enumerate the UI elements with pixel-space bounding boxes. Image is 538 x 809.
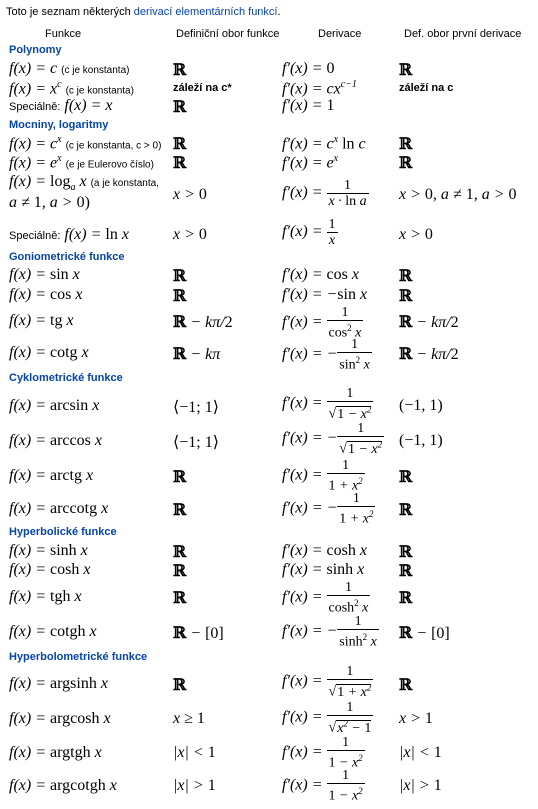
- row-arccos-domain: ⟨−1; 1⟩: [173, 434, 219, 451]
- row-tg-domain: ℝ − kπ/2: [173, 312, 233, 331]
- row-log-derivative: f′(x) = $\frac{1}{\text{x · ln a}}$: [282, 178, 367, 209]
- row-cosh-domain: ℝ: [173, 561, 187, 580]
- row-tgh-function: f(x) = tgh x: [9, 588, 82, 605]
- section-cyklometricke: Cyklometrické funkce: [9, 372, 123, 384]
- section-hyperbolicke: Hyperbolické funkce: [9, 526, 117, 538]
- row-arcsin-function: f(x) = arcsin x: [9, 397, 100, 414]
- row-exp-e-function: $f(x) = e^x$ (e je Eulerovo číslo): [9, 153, 154, 172]
- note-euler: (e je Eulerovo číslo): [65, 159, 154, 171]
- row-argcosh-domain: x ≥ 1: [173, 710, 205, 727]
- row-log-function: $f(x) = \log_a x$ (a je konstanta,: [9, 173, 159, 194]
- row-ln-domain: x > 0: [173, 226, 207, 243]
- row-sinh-derivative-domain: ℝ: [399, 542, 413, 561]
- note-a-konstanta: (a je konstanta,: [90, 178, 159, 189]
- row-cos-derivative-domain: ℝ: [399, 286, 413, 305]
- row-argtgh-domain: |x| < 1: [173, 744, 216, 761]
- row-argsinh-derivative: f′(x) = $\frac{1}{√1 + x^2}$: [282, 664, 372, 700]
- derivace-link[interactable]: derivací elementárních funkcí: [133, 6, 278, 18]
- row-sin-function: f(x) = sin x: [9, 266, 80, 283]
- row-cotg-domain: ℝ − kπ: [173, 344, 221, 363]
- row-cos-derivative: f′(x) = −sin x: [282, 286, 368, 303]
- intro-prefix: Toto je seznam některých: [6, 6, 134, 18]
- section-polynomy: Polynomy: [9, 44, 62, 56]
- row-identity-function: Speciálně: f(x) = x: [9, 97, 113, 114]
- row-log-domain: x > 0: [173, 186, 207, 203]
- row-const-function: f(x) = c (c je konstanta): [9, 60, 130, 77]
- row-cotgh-domain: ℝ − [0]: [173, 623, 224, 642]
- row-argcotgh-derivative: f′(x) = $\frac{1}{1 - x^2}$: [282, 768, 363, 804]
- row-cotg-function: f(x) = cotg x: [9, 344, 89, 361]
- label-specialne: Speciálně:: [9, 101, 61, 113]
- row-sinh-function: f(x) = sinh x: [9, 542, 88, 559]
- row-argtgh-derivative-domain: |x| < 1: [399, 744, 442, 761]
- row-arccos-function: f(x) = arccos x: [9, 432, 102, 449]
- row-cotgh-derivative-domain: ℝ − [0]: [399, 623, 450, 642]
- row-const-domain: ℝ: [173, 60, 187, 79]
- row-argtgh-function: f(x) = argtgh x: [9, 744, 102, 761]
- row-argcosh-function: f(x) = argcosh x: [9, 710, 111, 727]
- row-arccotg-function: f(x) = arccotg x: [9, 500, 109, 517]
- row-arcsin-derivative-domain: (−1, 1): [399, 397, 443, 414]
- row-argcotgh-domain: |x| > 1: [173, 777, 216, 794]
- note-c-konstanta-2: (c je konstanta): [65, 85, 134, 97]
- row-arccotg-derivative-domain: ℝ: [399, 500, 413, 519]
- row-exp-c-derivative: $f'(x) = c^x$ ln c: [282, 134, 366, 153]
- row-ln-derivative-domain: x > 0: [399, 226, 433, 243]
- row-argcotgh-derivative-domain: |x| > 1: [399, 777, 442, 794]
- row-tg-function: f(x) = tg x: [9, 312, 74, 329]
- row-sinh-domain: ℝ: [173, 542, 187, 561]
- row-exp-c-function: $f(x) = c^x$ (c je konstanta, c > 0): [9, 134, 162, 153]
- section-mocniny: Mocniny, logaritmy: [9, 119, 109, 131]
- row-ln-derivative: f′(x) = $\frac{1}{x}$: [282, 217, 336, 248]
- row-tgh-derivative: f′(x) = $\frac{1}{\cosh^2 x}$: [282, 580, 369, 616]
- row-exp-c-derivative-domain: ℝ: [399, 134, 413, 153]
- row-arctg-function: f(x) = arctg x: [9, 467, 94, 484]
- row-cosh-derivative: f′(x) = sinh x: [282, 561, 365, 578]
- row-tg-derivative: f′(x) = $\frac{1}{\cos^2 x}$: [282, 305, 362, 341]
- row-identity-domain: ℝ: [173, 97, 187, 116]
- row-sinh-derivative: f′(x) = cosh x: [282, 542, 367, 559]
- row-tgh-domain: ℝ: [173, 588, 187, 607]
- section-hyperbolometricke: Hyperbolometrické funkce: [9, 651, 148, 663]
- row-arctg-domain: ℝ: [173, 467, 187, 486]
- row-exp-c-domain: ℝ: [173, 134, 187, 153]
- row-arccos-derivative: f′(x) = − $\frac{1}{√1 - x^2}$: [282, 421, 383, 457]
- row-log-derivative-domain: x > 0, a ≠ 1, a > 0: [399, 186, 517, 203]
- note-c-konstanta-pos: (c je konstanta, c > 0): [65, 140, 162, 152]
- row-cos-domain: ℝ: [173, 286, 187, 305]
- row-cos-function: f(x) = cos x: [9, 286, 83, 303]
- row-arccotg-domain: ℝ: [173, 500, 187, 519]
- intro-suffix: .: [277, 6, 281, 18]
- row-cotg-derivative: f′(x) = − $\frac{1}{\sin^2 x}$: [282, 337, 370, 373]
- header-def-obor-derivace: Def. obor první derivace: [404, 28, 522, 40]
- row-argtgh-derivative: f′(x) = $\frac{1}{1 - x^2}$: [282, 735, 363, 771]
- row-sin-derivative-domain: ℝ: [399, 266, 413, 285]
- row-cosh-derivative-domain: ℝ: [399, 561, 413, 580]
- row-argcosh-derivative: f′(x) = $\frac{1}{√x^2 - 1}$: [282, 700, 372, 736]
- row-arccotg-derivative: f′(x) = − $\frac{1}{1 + x^2}$: [282, 491, 374, 527]
- row-argsinh-derivative-domain: ℝ: [399, 675, 413, 694]
- row-arcsin-domain: ⟨−1; 1⟩: [173, 399, 219, 416]
- section-goniometricke: Goniometrické funkce: [9, 251, 125, 263]
- row-arccos-derivative-domain: (−1, 1): [399, 432, 443, 449]
- row-argcotgh-function: f(x) = argcotgh x: [9, 777, 117, 794]
- row-arctg-derivative-domain: ℝ: [399, 467, 413, 486]
- header-derivace: Derivace: [318, 28, 362, 40]
- row-arcsin-derivative: f′(x) = $\frac{1}{√1 - x^2}$: [282, 386, 372, 422]
- note-c-konstanta: (c je konstanta): [61, 65, 130, 76]
- row-power-function: $f(x) = x^c$ (c je konstanta): [9, 79, 134, 98]
- row-sin-derivative: f′(x) = cos x: [282, 266, 359, 283]
- row-log-condition: a ≠ 1, a > 0): [9, 194, 90, 211]
- header-funkce: Funkce: [45, 28, 82, 40]
- row-const-derivative-domain: ℝ: [399, 60, 413, 79]
- row-arctg-derivative: f′(x) = $\frac{1}{1 + x^2}$: [282, 458, 363, 494]
- row-const-derivative: f′(x) = 0: [282, 60, 335, 77]
- row-exp-e-derivative-domain: ℝ: [399, 153, 413, 172]
- row-tgh-derivative-domain: ℝ: [399, 588, 413, 607]
- row-argsinh-domain: ℝ: [173, 675, 187, 694]
- row-tg-derivative-domain: ℝ − kπ/2: [399, 312, 459, 331]
- row-cotgh-derivative: f′(x) = − $\frac{1}{\sinh^2 x}$: [282, 614, 377, 650]
- row-power-derivative: $f'(x) = cx^{c-1}$: [282, 79, 357, 98]
- row-power-domain: záleží na c*: [173, 82, 232, 94]
- row-cotg-derivative-domain: ℝ − kπ/2: [399, 344, 459, 363]
- intro-text: [6, 6, 281, 18]
- row-cotgh-function: f(x) = cotgh x: [9, 623, 97, 640]
- label-specialne-2: Speciálně:: [9, 230, 61, 242]
- header-definicni-obor: Definiční obor funkce: [176, 28, 280, 40]
- row-argsinh-function: f(x) = argsinh x: [9, 675, 108, 692]
- row-power-derivative-domain: záleží na c: [399, 82, 454, 94]
- row-exp-e-derivative: $f'(x) = e^x$: [282, 153, 339, 172]
- row-argcosh-derivative-domain: x > 1: [399, 710, 433, 727]
- row-identity-derivative: f′(x) = 1: [282, 97, 335, 114]
- row-sin-domain: ℝ: [173, 266, 187, 285]
- row-ln-function: Speciálně: f(x) = ln x: [9, 226, 129, 243]
- row-cosh-function: f(x) = cosh x: [9, 561, 91, 578]
- row-exp-e-domain: ℝ: [173, 153, 187, 172]
